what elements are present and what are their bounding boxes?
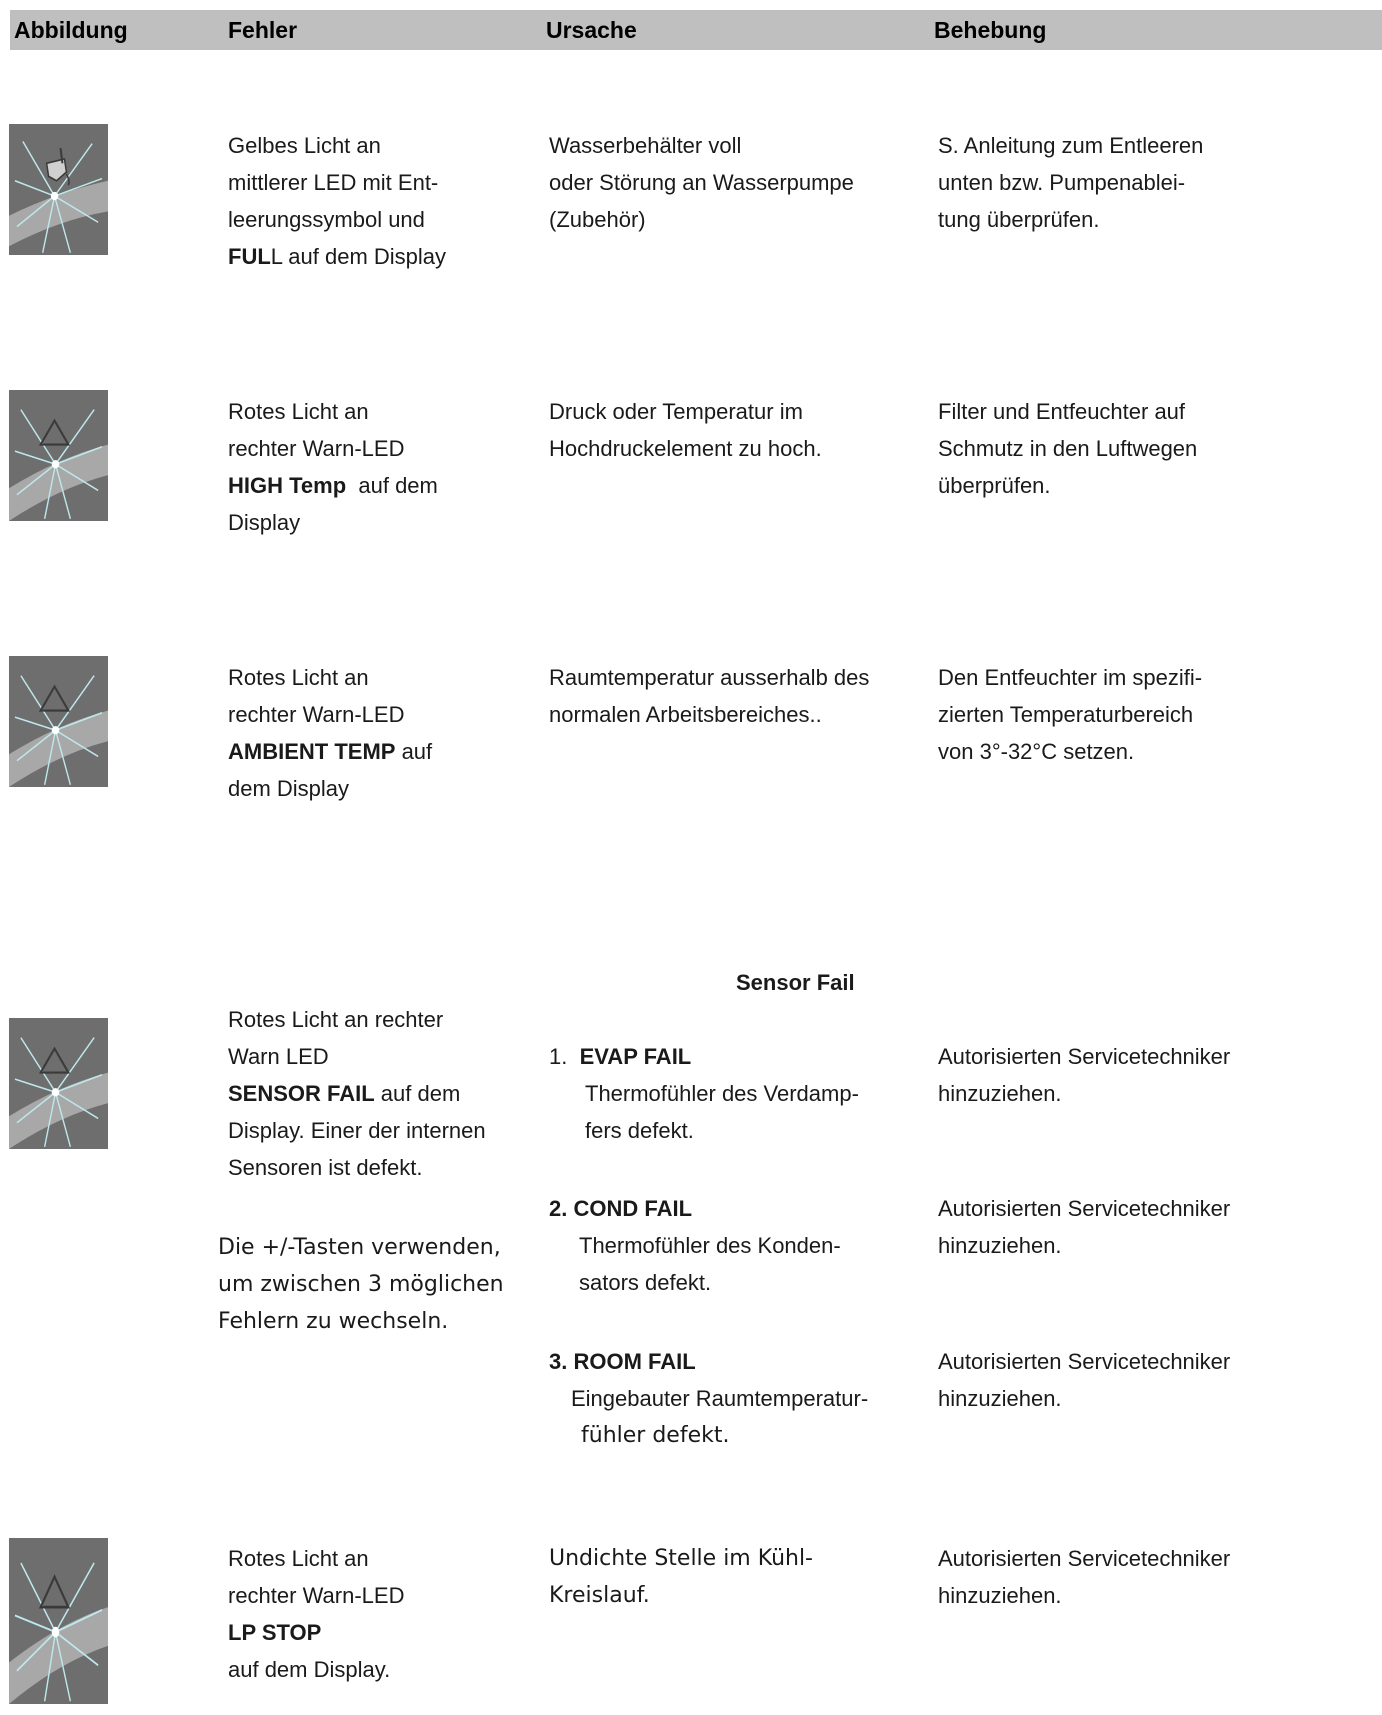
row-5-cause: Undichte Stelle im Kühl- Kreislauf. bbox=[549, 1546, 813, 1608]
warning-triangle-icon bbox=[9, 656, 108, 787]
sensor-fail-title: Sensor Fail bbox=[736, 970, 855, 995]
row-3-error: Rotes Licht an rechter Warn-LED AMBIENT TEMP auf dem Display bbox=[228, 665, 433, 801]
sensor-item-2: 2. COND FAIL Thermofühler des Konden- sators defekt. bbox=[549, 1196, 841, 1295]
header-col-fix: Behebung bbox=[934, 17, 1047, 43]
header-col-error: Fehler bbox=[228, 17, 298, 43]
water-full-drop-icon bbox=[9, 124, 108, 255]
row-2-cause: Druck oder Temperatur im Hochdruckelement zu hoch. bbox=[549, 399, 822, 461]
warning-triangle-icon bbox=[9, 1538, 108, 1704]
row-2-fix: Filter und Entfeuchter auf Schmutz in den Luftwegen überprüfen. bbox=[938, 399, 1198, 498]
row-5-error: Rotes Licht an rechter Warn-LED LP STOP auf dem Display. bbox=[228, 1546, 405, 1682]
row-4-error-note: Die +/-Tasten verwenden, um zwischen 3 möglichen Fehlern zu wechseln. bbox=[218, 1235, 504, 1334]
header-col-image: Abbildung bbox=[14, 17, 128, 43]
row-2-error: Rotes Licht an rechter Warn-LED HIGH Temp auf dem Display bbox=[228, 399, 438, 535]
row-3-fix: Den Entfeuchter im spezifi- zierten Temperaturbereich von 3°-32°C setzen. bbox=[938, 665, 1203, 764]
row-1-cause: Wasserbehälter voll oder Störung an Wasserpumpe (Zubehör) bbox=[549, 133, 854, 232]
table-header-bar bbox=[10, 10, 1382, 50]
sensor-item-3-fix: Autorisierten Servicetechniker hinzuziehen. bbox=[938, 1349, 1231, 1411]
row-4-error: Rotes Licht an rechter Warn LED SENSOR FAIL auf dem Display. Einer der internen Sensoren ist defekt. bbox=[228, 1007, 486, 1180]
sensor-item-2-fix: Autorisierten Servicetechniker hinzuziehen. bbox=[938, 1196, 1231, 1258]
row-3-cause: Raumtemperatur ausserhalb des normalen Arbeitsbereiches.. bbox=[549, 665, 870, 727]
warning-triangle-icon bbox=[9, 390, 108, 521]
row-5-fix: Autorisierten Servicetechniker hinzuziehen. bbox=[938, 1546, 1231, 1608]
sensor-item-1-fix: Autorisierten Servicetechniker hinzuziehen. bbox=[938, 1044, 1231, 1106]
row-1-fix: S. Anleitung zum Entleeren unten bzw. Pumpenablei- tung überprüfen. bbox=[938, 133, 1204, 232]
sensor-item-1: 1. EVAP FAIL Thermofühler des Verdamp- fers defekt. bbox=[549, 1044, 859, 1143]
row-1-error: Gelbes Licht an mittlerer LED mit Ent- leerungssymbol und FULL auf dem Display bbox=[228, 133, 447, 269]
sensor-item-3: 3. ROOM FAIL Eingebauter Raumtemperatur- fühler defekt. bbox=[549, 1349, 869, 1448]
warning-triangle-icon bbox=[9, 1018, 108, 1149]
header-col-cause: Ursache bbox=[546, 17, 637, 43]
